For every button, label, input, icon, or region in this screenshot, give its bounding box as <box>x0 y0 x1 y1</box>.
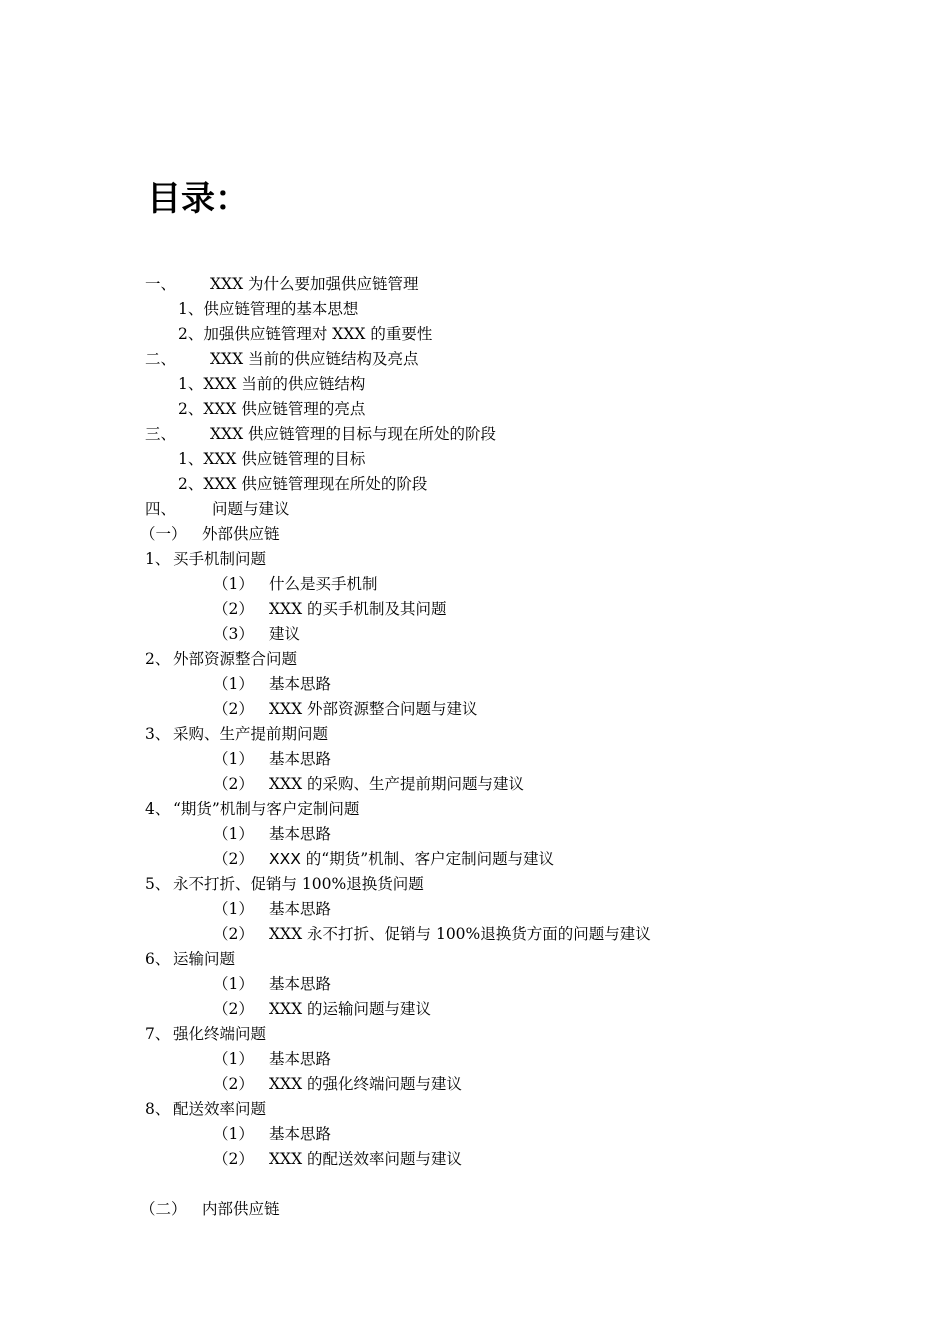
toc-text: 1、供应链管理的基本思想 <box>178 300 359 318</box>
toc-text: 1、XXX 当前的供应链结构 <box>178 375 366 393</box>
toc-text: 基本思路 <box>269 900 332 918</box>
toc-text: 基本思路 <box>269 750 332 768</box>
toc-number: （2） <box>213 925 254 943</box>
toc-number: 7、 <box>145 1025 171 1043</box>
toc-text: XXX 的配送效率问题与建议 <box>269 1150 463 1168</box>
toc-number: 1、 <box>145 550 171 568</box>
toc-text: 1、XXX 供应链管理的目标 <box>178 450 366 468</box>
toc-text: 问题与建议 <box>212 500 290 518</box>
toc-text: XXX 的强化终端问题与建议 <box>269 1075 463 1093</box>
toc-number: （一） <box>140 525 187 543</box>
toc-number: 二、 <box>145 350 177 368</box>
toc-number: 4、 <box>145 800 171 818</box>
toc-number: （1） <box>213 825 254 843</box>
toc-text: 基本思路 <box>269 1125 332 1143</box>
toc-text: XXX 当前的供应链结构及亮点 <box>210 350 419 368</box>
toc-text: 外部供应链 <box>202 525 280 543</box>
toc-text: 强化终端问题 <box>173 1025 267 1043</box>
toc-text: 外部资源整合问题 <box>173 650 298 668</box>
toc-number: （1） <box>213 675 254 693</box>
toc-text: 运输问题 <box>173 950 236 968</box>
page-title: 目录： <box>147 179 249 219</box>
toc-text: 基本思路 <box>269 675 332 693</box>
toc-text: XXX 为什么要加强供应链管理 <box>210 275 419 293</box>
toc-text: XXX 的采购、生产提前期问题与建议 <box>269 775 525 793</box>
toc-text: 基本思路 <box>269 975 332 993</box>
toc-number: 3、 <box>145 725 171 743</box>
toc-text: 2、XXX 供应链管理现在所处的阶段 <box>178 475 428 493</box>
toc-number: （1） <box>213 750 254 768</box>
toc-text-prefix: XXX <box>269 850 301 868</box>
toc-number: （2） <box>213 1075 254 1093</box>
toc-number: （3） <box>213 625 254 643</box>
toc-text: XXX 永不打折、促销与 100%退换货方面的问题与建议 <box>269 925 651 943</box>
toc-text: 2、加强供应链管理对 XXX 的重要性 <box>178 325 433 343</box>
toc-text: 买手机制问题 <box>173 550 267 568</box>
toc-text: 2、XXX 供应链管理的亮点 <box>178 400 366 418</box>
toc-text: 建议 <box>269 625 301 643</box>
toc-number: （2） <box>213 600 254 618</box>
toc-number: 8、 <box>145 1100 171 1118</box>
toc-number: 一、 <box>145 275 177 293</box>
toc-number: （2） <box>213 1150 254 1168</box>
toc-text: XXX 外部资源整合问题与建议 <box>269 700 478 718</box>
toc-number: 2、 <box>145 650 171 668</box>
toc-text: 内部供应链 <box>202 1200 280 1218</box>
toc-number: （二） <box>140 1200 187 1218</box>
toc-text: XXX 的运输问题与建议 <box>269 1000 432 1018</box>
toc-number: （1） <box>213 975 254 993</box>
toc-number: （1） <box>213 575 254 593</box>
toc-number: 5、 <box>145 875 171 893</box>
toc-number: 6、 <box>145 950 171 968</box>
toc-text-rest: 的“期货”机制、客户定制问题与建议 <box>300 850 555 868</box>
toc-number: （2） <box>213 1000 254 1018</box>
toc-text: XXX 供应链管理的目标与现在所处的阶段 <box>210 425 497 443</box>
toc-number: （1） <box>213 900 254 918</box>
toc-text: 采购、生产提前期问题 <box>173 725 329 743</box>
toc-text <box>269 847 554 872</box>
toc-number: （2） <box>213 850 254 868</box>
toc-text: “期货”机制与客户定制问题 <box>173 800 360 818</box>
toc-text: 什么是买手机制 <box>269 575 378 593</box>
toc-number: （2） <box>213 775 254 793</box>
toc-number: （2） <box>213 700 254 718</box>
toc-text: 基本思路 <box>269 1050 332 1068</box>
toc-text: 永不打折、促销与 100%退换货问题 <box>173 875 424 893</box>
toc-text: XXX 的买手机制及其问题 <box>269 600 447 618</box>
toc-number: （1） <box>213 1125 254 1143</box>
toc-number: 三、 <box>145 425 177 443</box>
toc-text: 配送效率问题 <box>173 1100 267 1118</box>
toc-text: 基本思路 <box>269 825 332 843</box>
toc-number: 四、 <box>145 500 177 518</box>
toc-number: （1） <box>213 1050 254 1068</box>
